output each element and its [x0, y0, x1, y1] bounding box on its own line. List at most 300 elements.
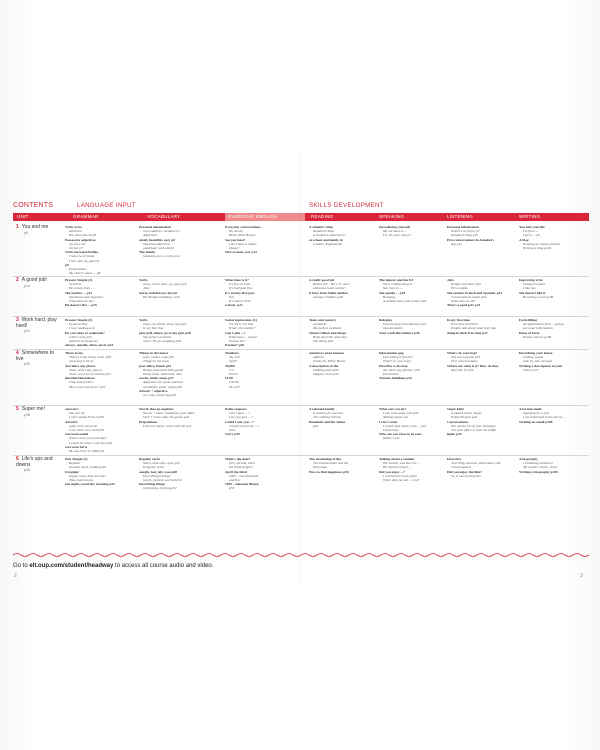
- unit-number: 2: [16, 277, 19, 283]
- unit-row: [13, 351, 589, 403]
- cell-line: He started school ...: [383, 465, 412, 470]
- cell-line: She speaks ... p18: [379, 290, 406, 295]
- speaking-cell: [379, 318, 449, 335]
- cell-line: Regular verbs: [139, 457, 161, 461]
- cell-line: I could read when I was ... p42: [383, 423, 427, 428]
- cell-line: She teaches ... p15: [65, 290, 93, 295]
- cell-line: I am interested in the job of ...: [523, 415, 566, 420]
- cell-line: Are there any photos? p33: [383, 367, 420, 372]
- cell-line: changes children p18: [313, 294, 344, 299]
- cell-line: living room, bathroom, sink: [143, 372, 182, 377]
- cell-line: Annabel's blog p10: [451, 233, 478, 238]
- everyday-cell: [225, 407, 295, 436]
- contents-title: CONTENTS: [13, 202, 54, 209]
- cell-line: Time expressions: [69, 478, 93, 483]
- listening-cell: [447, 407, 517, 436]
- cell-line: He designs buildings. p18: [143, 294, 180, 299]
- cell-line: Information gap: [379, 351, 404, 355]
- cell-line: 34,65: [229, 359, 237, 364]
- cell-line: You have flowed p6: [69, 233, 97, 238]
- unit-page: p30: [24, 362, 30, 366]
- cell-line: Did you enjoy the film?: [447, 469, 482, 474]
- unit-title: Work hard, play hard!: [16, 317, 57, 329]
- cell-line: I'm 18 years old. p7: [383, 233, 411, 238]
- unit-page: p38: [24, 412, 30, 417]
- cell-line: Writing a description of your: [519, 363, 563, 368]
- cell-line: What's the date?: [225, 457, 251, 461]
- cell-line: London, England p8: [313, 241, 342, 246]
- col-vocabulary: VOCABULARY: [147, 214, 181, 219]
- writing-cell: [519, 278, 589, 299]
- col-writing: WRITING: [519, 214, 541, 219]
- cell-line: p8: [65, 262, 69, 267]
- cell-line: I'm sorry I'm late.: [229, 322, 255, 327]
- everyday-cell: [225, 225, 295, 254]
- cell-line: Sure.: [229, 428, 237, 433]
- cell-line: My perfect weekend: [143, 334, 171, 339]
- cell-line: Verb + noun: play the guitar p44: [143, 415, 190, 420]
- cell-line: first, second, third: [229, 461, 255, 466]
- cell-line: Pardon? p29: [225, 343, 245, 348]
- col-reading: READING: [311, 214, 334, 219]
- cell-line: Improving style: [519, 278, 543, 282]
- cell-line: I like that picture.: [69, 380, 94, 385]
- cell-line: Listen to music, come with me p44: [143, 423, 192, 428]
- everyday-cell: [225, 318, 295, 347]
- cell-line: this/that/these/those: [65, 376, 95, 381]
- cell-line: I go to ... p5: [523, 233, 541, 238]
- cell-line: Roleplay: [379, 318, 393, 322]
- cell-line: I don't work p23: [69, 334, 93, 339]
- listening-cell: [447, 278, 517, 307]
- cell-line: What does he do?: [451, 299, 476, 304]
- cell-line: Combining sentences: [523, 461, 553, 466]
- cell-line: Dates of form: [519, 330, 540, 335]
- cell-line: 2005 – two thousand: [229, 473, 259, 478]
- cell-line: Hi, Anna!: [229, 229, 243, 234]
- cell-line: Jose Wiig, director, millionaire p48: [451, 461, 501, 466]
- cell-line: Five conversations: [451, 359, 478, 364]
- cell-line: When did you last ...? p47: [383, 478, 420, 483]
- cell-line: some/any/a lot of: [69, 359, 94, 364]
- cell-line: Where were you yesterday?: [69, 436, 108, 441]
- skills-development-heading: SKILLS DEVELOPMENT: [309, 202, 384, 209]
- cell-line: Applying for a job: [523, 411, 549, 416]
- cell-line: bored, excited, worried p52: [143, 478, 182, 483]
- cell-line: His mother was born in ...: [383, 461, 420, 466]
- cell-line: Sorry p45: [225, 432, 240, 437]
- cell-line: You and your life: [519, 225, 545, 229]
- cell-line: It's nearly three: [229, 299, 252, 304]
- cell-line: A blog: [519, 237, 529, 242]
- cell-line: A passion for success: [313, 411, 343, 416]
- cell-line: good/bad, hot/cold p9: [143, 246, 174, 251]
- footer-url[interactable]: elt.oup.com/student/headway: [29, 563, 114, 569]
- grammar-cell: [65, 318, 135, 347]
- cell-line: Writing a biography p109: [519, 469, 558, 474]
- listening-cell: [447, 457, 517, 478]
- cell-line: I love reading p22: [69, 326, 95, 331]
- cell-line: fisherman: [313, 465, 327, 470]
- cell-line: Questionnaire: [383, 326, 403, 331]
- cell-line: Could I ask you ...?: [225, 419, 254, 424]
- cell-line: He was born in 1988 p41: [69, 449, 105, 454]
- contents-header: [13, 202, 589, 212]
- cell-line: What's the matter?: [229, 326, 256, 331]
- cell-line: happens there p34: [313, 372, 339, 377]
- unit-number: 5: [16, 406, 19, 412]
- page-number-left: 2: [14, 573, 17, 579]
- cell-line: There aren't any places.: [69, 367, 103, 372]
- listening-cell: [447, 225, 517, 246]
- cell-line: building and what: [313, 367, 339, 372]
- cell-line: He doesn't live ... p15: [65, 303, 97, 308]
- vocab-cell: [139, 318, 209, 343]
- cell-line: can/can't: [65, 407, 79, 411]
- cell-line: Rewriting a text p106: [523, 294, 554, 299]
- grammar-cell: [65, 351, 135, 389]
- unit-label: [16, 351, 62, 368]
- unit-row: [13, 224, 589, 276]
- cell-line: Five conversations in Annabel's: [447, 237, 495, 242]
- cell-line: Using pronouns: [523, 282, 546, 287]
- cell-line: family? p42: [383, 436, 400, 441]
- cell-line: Prepositions: [139, 419, 158, 424]
- cell-line: He's a pilot.: [451, 286, 468, 291]
- cell-line: I/you/we/they: [69, 322, 88, 327]
- cell-line: I can cook quite well p39: [383, 411, 419, 416]
- cell-line: Describe a city/tree: [379, 363, 408, 368]
- grammar-cell: [65, 278, 135, 307]
- cell-line: cook, eat, finish, sing, stay p23: [143, 322, 187, 327]
- cell-line: Teens and country: [309, 318, 337, 322]
- cell-line: Verbs: [139, 318, 148, 322]
- unit-title: You and me: [21, 224, 49, 230]
- cell-line: Describing things: [139, 482, 166, 487]
- cell-line: Adverbs: [65, 419, 78, 424]
- cell-line: he/she/it: [69, 282, 81, 287]
- cell-line: A formal email: [519, 407, 542, 411]
- row-divider: [13, 455, 589, 456]
- cell-line: wonderful, great, awful p38: [143, 384, 182, 389]
- cell-line: People talk about what they like: [451, 326, 497, 331]
- cell-line: It's half past five.: [229, 286, 254, 291]
- cell-line: p53: [229, 486, 235, 491]
- cell-line: Can I join ...?: [225, 330, 246, 335]
- listening-cell: [447, 318, 517, 335]
- speaking-cell: [379, 457, 449, 482]
- cell-line: Things in the house: [139, 351, 169, 355]
- unit-row: [13, 278, 589, 314]
- cell-line: Rooms and household goods: [143, 367, 184, 372]
- cell-line: listen, look after, open p47: [143, 461, 181, 466]
- cell-line: very big, really big p38: [143, 393, 176, 398]
- cell-line: husband, aunt, cousin p12: [143, 254, 180, 259]
- cell-line: 1995 – nineteen fifteen: [225, 482, 259, 487]
- cell-line: Conversations: [447, 419, 469, 424]
- footer-note: [13, 563, 213, 569]
- cell-line: Words that go together: [139, 407, 174, 411]
- row-divider: [13, 405, 589, 406]
- listening-cell: [447, 351, 517, 372]
- cell-line: interesting, exciting p52: [143, 486, 177, 491]
- cell-line: Jobs: [143, 286, 150, 291]
- unit-number: 3: [16, 317, 19, 323]
- cell-line: Nice to meet you. p12: [225, 250, 257, 255]
- cell-line: I'm from ...: [523, 229, 539, 234]
- cell-line: nurse, hairdresser, lawyer: [139, 290, 178, 295]
- cell-line: always, usually, often, never p23: [65, 343, 114, 348]
- cell-line: America's most famous: [309, 351, 344, 355]
- cell-line: Benedetti and her father: [309, 419, 346, 424]
- cell-line: Regular: [69, 461, 81, 466]
- footer-prefix: Go to: [13, 563, 30, 569]
- everyday-cell: [225, 457, 295, 491]
- cell-line: £30.99: [229, 380, 239, 385]
- cell-line: Annabel's blog: [313, 229, 334, 234]
- cell-line: small, beautiful, easy p8: [139, 237, 175, 242]
- cell-line: What's in your bag?: [383, 359, 412, 364]
- cell-line: was/were/could: [65, 432, 88, 437]
- cell-line: 45,800: [225, 363, 235, 368]
- everyday-cell: [225, 351, 295, 389]
- torn-edge-divider: [13, 552, 589, 558]
- cell-line: Describing feelings: [143, 473, 171, 478]
- cell-line: Interviewing Lisa Parsons p23: [383, 322, 427, 327]
- cell-line: He comes from ...: [69, 286, 94, 291]
- cell-line: Interview: [447, 457, 462, 461]
- grammar-cell: [65, 457, 135, 486]
- cell-line: My sister's name ... p8: [69, 271, 101, 276]
- cell-line: describe it? p36: [451, 367, 474, 372]
- speaking-cell: [379, 407, 449, 441]
- reading-cell: [309, 407, 379, 428]
- cell-line: towels, knife, mugs p37: [139, 376, 174, 381]
- cell-line: old and a hotel worker;: [313, 286, 347, 291]
- cell-line: like doing p26: [313, 339, 334, 344]
- cell-line: Simon Clifton and Sheps: [309, 330, 347, 335]
- unit-title: Life's ups and downs: [16, 456, 53, 468]
- language-input-heading: LANGUAGE INPUT: [77, 202, 136, 209]
- cell-line: See you later!: [225, 237, 246, 242]
- cell-line: A pianist and a singer: [451, 411, 482, 416]
- cell-line: How much are these? p32: [69, 384, 106, 389]
- cell-line: There is/are: [65, 351, 83, 355]
- reading-cell: [309, 351, 379, 376]
- cell-line: I could ski when I was five p40: [69, 440, 113, 445]
- cell-line: Adjectives: [143, 233, 158, 238]
- unit-row: [13, 318, 589, 348]
- cell-line: Social expressions (1): [225, 318, 257, 322]
- writing-cell: [519, 225, 589, 250]
- cell-line: Describing a flat p31: [383, 355, 413, 360]
- cell-line: A student's experiences: [313, 233, 346, 238]
- cell-line: I live with my parents: [69, 258, 100, 263]
- unit-page: p22: [24, 329, 30, 333]
- cell-line: was/were born: [65, 444, 87, 449]
- cell-line: She lives in ...: [383, 286, 403, 291]
- cell-line: his her p7: [69, 246, 83, 251]
- cell-line: Verbs have/got/be/like: [65, 250, 99, 255]
- cell-line: I can't speak French p38: [69, 415, 104, 420]
- cell-line: 1/2: [229, 367, 234, 372]
- reading-cell: [309, 457, 379, 474]
- cell-line: An application form – giving: [523, 322, 564, 327]
- unit-row: [13, 457, 589, 503]
- cell-line: and five: [229, 478, 241, 483]
- cell-line: Could you tell me ...?: [229, 423, 260, 428]
- cell-line: sofa, cooker, cups p30: [143, 355, 175, 360]
- cell-line: Adjectives for good and bad: [143, 380, 183, 385]
- cell-line: Jobs: [447, 278, 454, 282]
- cell-line: my your are: [69, 241, 86, 246]
- unit-row: [13, 407, 589, 453]
- cell-line: Betty describe what they: [313, 334, 348, 339]
- vocab-cell: [139, 278, 209, 299]
- cell-line: Describing your house: [519, 351, 553, 355]
- cell-line: A talented family: [309, 407, 335, 411]
- cell-line: She doesn't like it.: [519, 290, 547, 295]
- unit-label: [16, 225, 62, 236]
- everyday-cell: [225, 278, 295, 307]
- cell-line: It's five o'clock.: [229, 282, 251, 287]
- cell-line: Talking about you: [383, 415, 409, 420]
- cell-line: Did you enjoy ...?: [379, 469, 406, 474]
- cell-line: I can drive very well p39: [69, 428, 104, 433]
- cell-line: Irregular verbs: [143, 465, 165, 470]
- cell-line: A student's blog: [309, 225, 333, 229]
- cell-line: watch TV, go shopping p28: [143, 339, 181, 344]
- cell-line: work address, surname p7: [143, 229, 180, 234]
- unit-label: [16, 318, 62, 335]
- cell-line: What does he do?: [69, 299, 94, 304]
- cell-line: and, so, but, because: [523, 359, 553, 364]
- cell-line: the third of April: [229, 465, 253, 470]
- cell-line: I can't swim: [379, 419, 398, 424]
- unit-label: [16, 407, 62, 418]
- vocab-cell: [139, 225, 209, 259]
- cell-line: Nouns + noun: bookshop, post office: [143, 411, 195, 416]
- cell-line: Discussion: [383, 428, 399, 433]
- cell-line: People and their jobs: [451, 282, 482, 287]
- vocab-cell: [139, 457, 209, 491]
- cell-line: Form filling: [519, 318, 537, 322]
- row-divider: [13, 276, 589, 277]
- unit-number: 4: [16, 350, 19, 356]
- cell-line: In my free time: [447, 318, 470, 322]
- unit-number: 1: [16, 224, 19, 230]
- cell-line: The violinist Nicola: [313, 415, 341, 420]
- cell-line: What's in your bag?: [447, 351, 478, 355]
- cell-line: Please call me p106: [523, 334, 552, 339]
- cell-line: am/is/are: [69, 229, 83, 234]
- cell-line: Questions and negatives: [69, 294, 104, 299]
- cell-line: $12 p37: [229, 384, 241, 389]
- cell-line: Where are what is it? How do they: [447, 363, 499, 368]
- cell-line: weekends: [313, 322, 327, 327]
- unit-title: A good job!: [21, 277, 47, 283]
- cell-line: Can I have a coffee,: [229, 241, 258, 246]
- cell-line: Your work-life balance p28: [379, 330, 420, 335]
- unit-page: p14: [24, 283, 30, 288]
- col-unit: UNIT: [17, 214, 29, 219]
- cell-line: Can you give ...?: [229, 415, 253, 420]
- cell-line: five.: [229, 294, 235, 299]
- cell-line: What does ... mean?: [229, 334, 258, 339]
- writing-cell: [519, 457, 589, 474]
- cell-line: My perfect weekend: [313, 326, 341, 331]
- column-header-bar: [13, 213, 589, 221]
- cell-line: In my free time: [143, 326, 164, 331]
- cell-line: Conversations: [451, 465, 472, 470]
- page-number-right: 3: [580, 573, 583, 579]
- cell-line: Inside the White House: [313, 359, 346, 364]
- cell-line: last night, yesterday morning p47: [65, 482, 116, 487]
- cell-line: My surname is ...: [383, 229, 408, 234]
- cell-line: Roleplay: [383, 294, 396, 299]
- unit-label: [16, 457, 62, 474]
- cell-line: Can I have ...?: [229, 411, 250, 416]
- cell-line: Everyday conversations: [225, 225, 261, 229]
- cell-line: Discussion: [383, 372, 399, 377]
- cell-line: Present Simple (2): [65, 318, 93, 322]
- vocab-cell: [139, 407, 209, 428]
- unit-page: p46: [24, 468, 30, 472]
- cell-line: Prepositions: [69, 267, 87, 272]
- cell-line: Robert Ali – He's 31 years: [313, 282, 350, 287]
- cell-line: Super kids!: [447, 407, 465, 411]
- cell-line: Polite requests: [225, 407, 247, 411]
- cell-line: play golf, dance, go to the gym p28: [139, 330, 191, 335]
- speaking-cell: [379, 351, 449, 380]
- cell-line: Writing an email p108: [519, 419, 553, 424]
- cell-line: Where's he from? p7: [451, 229, 480, 234]
- cell-line: Do you relax at weekends?: [65, 330, 105, 335]
- cell-line: Verbs to be: [65, 225, 82, 229]
- footer-suffix: to access all course audio and video.: [113, 563, 214, 569]
- cell-line: it buys from India market: [309, 290, 348, 295]
- cell-line: It's twenty-five past: [225, 290, 255, 295]
- speaking-cell: [379, 225, 449, 238]
- reading-cell: [309, 225, 379, 246]
- cell-line: What time is it?: [225, 278, 249, 282]
- cell-line: address: [313, 355, 324, 360]
- cell-line: £1.00: [225, 376, 233, 381]
- cell-line: Introducing yourself: [379, 225, 410, 229]
- cell-line: Linking words: [523, 355, 543, 360]
- cell-line: began, went, had, met p47: [69, 473, 106, 478]
- cell-line: Pablo Picasso p42: [451, 415, 478, 420]
- cell-line: That's a good job! p21: [447, 303, 481, 308]
- cell-line: April the third: [225, 469, 247, 474]
- writing-cell: [519, 351, 589, 372]
- cell-line: Adverbs of frequency: [69, 339, 99, 344]
- cell-line: caught, lost, left, won p48: [139, 469, 178, 474]
- grammar-cell: [65, 407, 135, 453]
- cell-line: Prices: [229, 372, 238, 377]
- cell-line: A description of the: [309, 363, 339, 368]
- unit-page: p6: [24, 230, 28, 235]
- cell-line: Talking about a student: [379, 457, 415, 461]
- reading-cell: [309, 318, 379, 343]
- cell-line: She's a ballet dancer.: [383, 282, 413, 287]
- cell-line: So, it was boring p52: [451, 473, 481, 478]
- cell-line: A biography: [519, 457, 538, 461]
- cell-line: Are there any places: [65, 363, 96, 368]
- cell-line: The unwinding of life: [309, 457, 341, 461]
- cell-line: The dancer and the DJ: [379, 278, 414, 282]
- cell-line: Personal information: [447, 225, 479, 229]
